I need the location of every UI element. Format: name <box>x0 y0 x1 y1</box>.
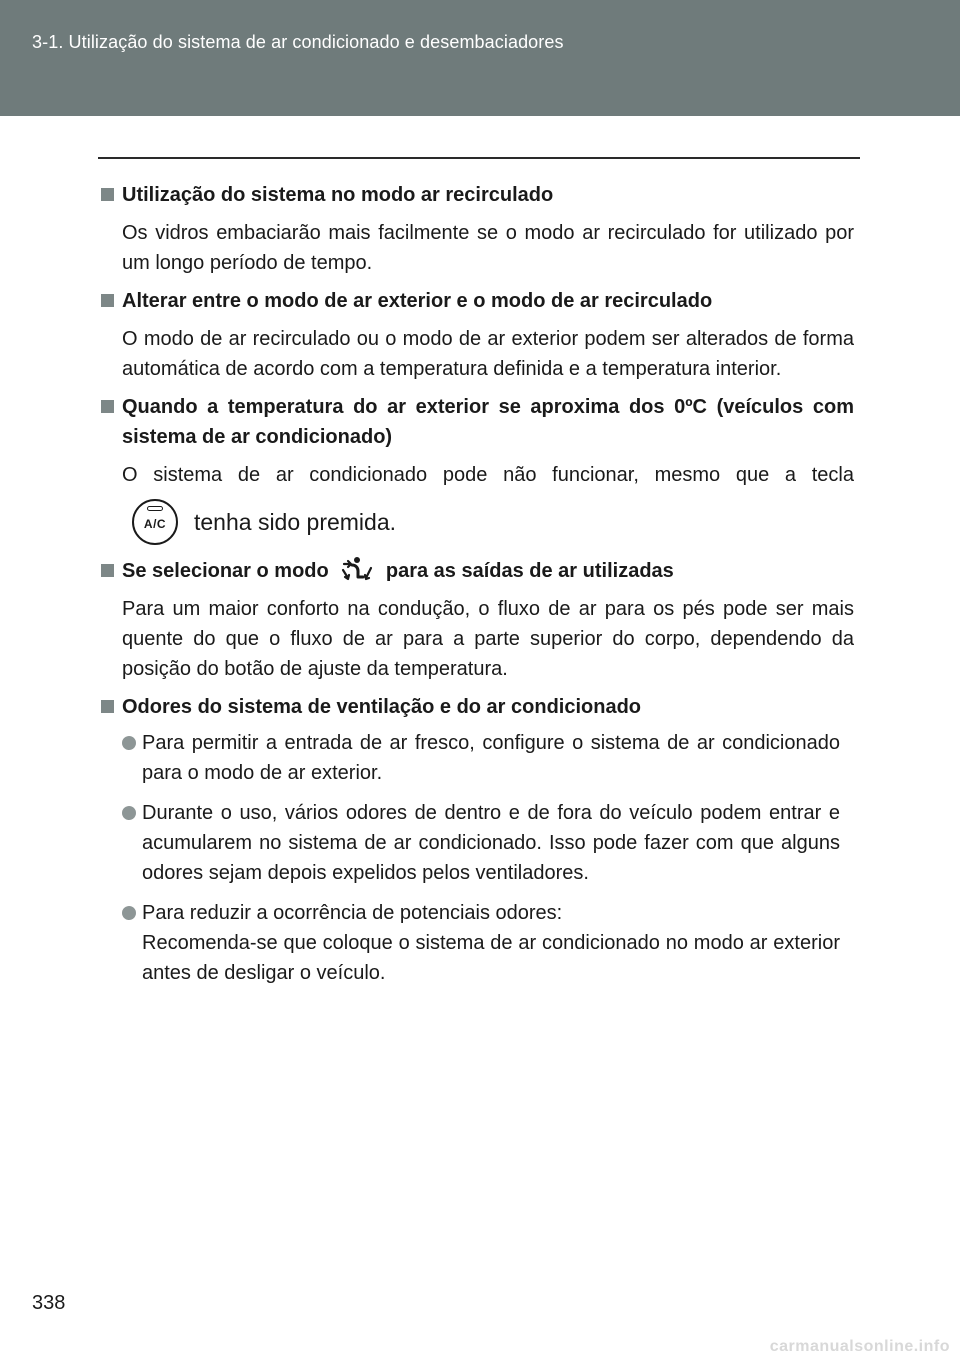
section-body: O modo de ar recirculado ou o modo de ar exterior podem ser alterados de forma automática de acordo com a temperatura definida e a temperatura interior. <box>122 328 854 380</box>
watermark: carmanualsonline.info <box>769 1338 950 1355</box>
chapter-header-band <box>0 0 960 116</box>
round-bullet-icon <box>122 736 136 750</box>
section-near-zero-temp <box>100 392 854 548</box>
heading-text: Alterar entre o modo de ar exterior e o modo de ar recirculado <box>122 290 713 312</box>
list-item-text-line2: Recomenda-se que coloque o sistema de ar condicionado no modo ar exterior antes de desligar o veículo. <box>142 932 840 984</box>
section-vent-mode <box>100 556 854 684</box>
top-divider <box>98 157 860 159</box>
section-body: Para um maior conforto na condução, o fluxo de ar para os pés pode ser mais quente do que o fluxo de ar para a parte superior do corpo, dependendo da posição do botão de ajuste da temperatura. <box>122 598 854 680</box>
ac-button-label: A/C <box>143 517 167 531</box>
list-item <box>122 728 840 788</box>
round-bullet-icon <box>122 906 136 920</box>
section-body: Os vidros embaciarão mais facilmente se o modo ar recirculado for utilizado por um longo período de tempo. <box>122 222 854 274</box>
list-item <box>122 798 840 888</box>
section-heading <box>100 180 854 210</box>
square-bullet-icon <box>101 564 114 577</box>
heading-text: Utilização do sistema no modo ar recirculado <box>122 184 554 206</box>
list-item-text: Durante o uso, vários odores de dentro e de fora do veículo podem entrar e acumularem no sistema de ar condicionado. Isso pode fazer com que alguns odores sejam depois expelidos pelos ventiladores. <box>142 802 840 884</box>
section-odors <box>100 692 854 988</box>
round-bullet-icon <box>122 806 136 820</box>
section-switch-modes <box>100 286 854 384</box>
list-item <box>122 898 840 988</box>
section-heading <box>100 392 854 452</box>
ac-indicator-led <box>147 506 163 511</box>
ac-button-caption: tenha sido premida. <box>194 508 397 535</box>
page-content <box>100 180 854 998</box>
heading-text-before-icon: Se selecionar o modo <box>122 560 329 582</box>
heading-text: Odores do sistema de ventilação e do ar condicionado <box>122 696 642 718</box>
section-heading <box>100 286 854 316</box>
section-heading <box>100 556 854 586</box>
chapter-title: 3-1. Utilização do sistema de ar condicionado e desembaciadores <box>32 32 564 52</box>
ac-button-row <box>100 496 854 548</box>
heading-text: Quando a temperatura do ar exterior se aproxima dos 0ºC (veículos com sistema de ar condicionado) <box>122 396 854 448</box>
list-item-text: Para permitir a entrada de ar fresco, configure o sistema de ar condicionado para o modo de ar exterior. <box>142 732 840 784</box>
list-item-text-line1: Para reduzir a ocorrência de potenciais odores: <box>142 902 563 924</box>
heading-text-after-icon: para as saídas de ar utilizadas <box>385 560 674 582</box>
square-bullet-icon <box>101 400 114 413</box>
section-heading <box>100 692 854 722</box>
foot-face-vent-icon <box>340 556 374 582</box>
section-recirculated-mode <box>100 180 854 278</box>
ac-button-icon <box>132 499 178 545</box>
square-bullet-icon <box>101 188 114 201</box>
section-body: O sistema de ar condicionado pode não funcionar, mesmo que a tecla <box>122 464 854 486</box>
page-number: 338 <box>32 1292 66 1314</box>
square-bullet-icon <box>101 700 114 713</box>
odor-tips-list <box>100 728 854 988</box>
square-bullet-icon <box>101 294 114 307</box>
